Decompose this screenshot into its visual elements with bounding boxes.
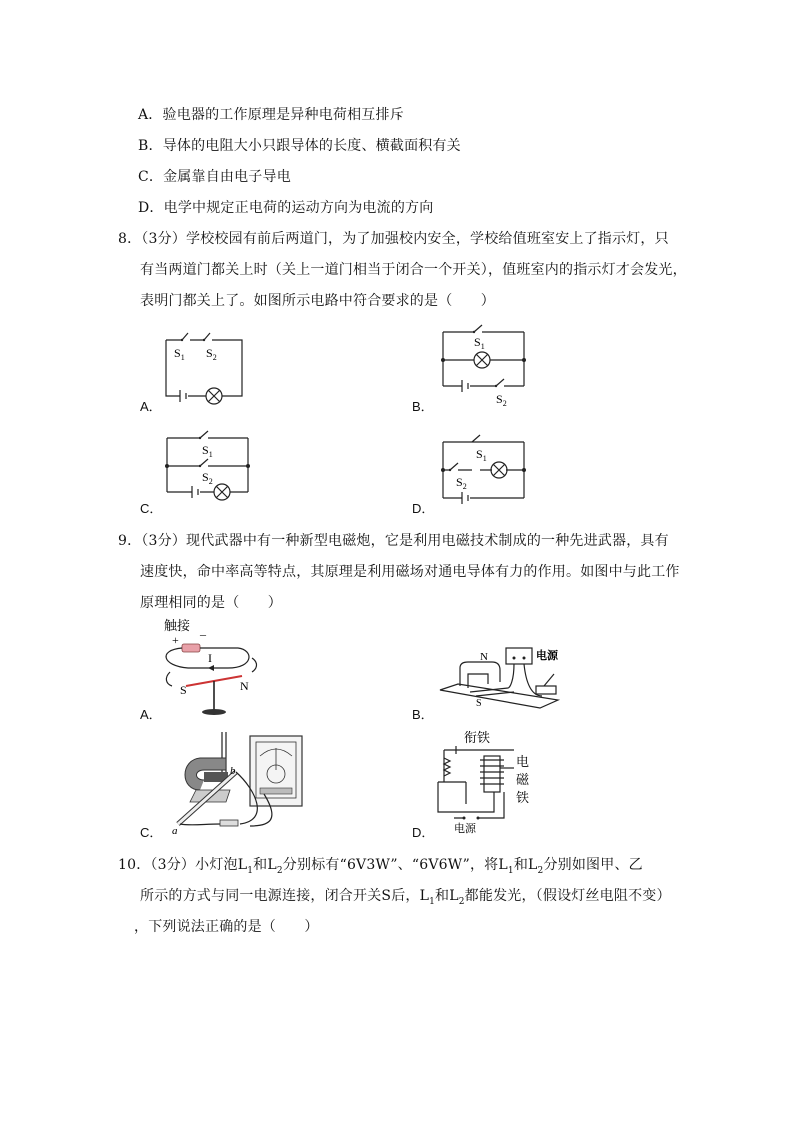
svg-text:S1: $S_1$ — [474, 335, 485, 351]
q9-text-line-2: 速度快，命中率高等特点，其原理是利用磁场对通电导体有力的作用。如图中与此工作 — [140, 564, 680, 580]
q9-label-d: D． — [412, 825, 435, 840]
svg-text:电源: 电源 — [454, 823, 476, 835]
q9-label-c: C． — [140, 825, 163, 840]
svg-text:磁: 磁 — [516, 772, 530, 787]
q8-circuit-d — [440, 430, 530, 510]
svg-text:S2: $S_2$ — [496, 392, 507, 408]
svg-text:电源: 电源 — [536, 650, 558, 662]
q8-text-line-2: 有当两道门都关上时（关上一道门相当于闭合一个开关），值班室内的指示灯才会发光， — [140, 262, 687, 278]
q8-label-a: A． — [140, 399, 162, 414]
q9-text-line-1: 9．（3分）现代武器中有一种新型电磁炮，它是利用电磁技术制成的一种先进武器，具有 — [118, 533, 669, 549]
q8-circuit-c — [164, 430, 254, 510]
q10-text-line-3: ，下列说法正确的是（ ） — [134, 919, 319, 935]
q9-fig-a-oersted — [158, 614, 268, 718]
q7-option-c: C．金属靠自由电子导电 — [138, 169, 291, 185]
svg-text:b: b — [230, 765, 236, 777]
q8-circuit-b — [440, 320, 530, 415]
svg-text:N: N — [240, 679, 249, 693]
svg-text:S1: $S_1$ — [202, 443, 213, 459]
q9-fig-b-motor-principle — [436, 640, 568, 720]
svg-text:S1: $S_1$ — [476, 447, 487, 463]
q9-label-b: B． — [412, 707, 434, 722]
svg-text:I: I — [208, 651, 212, 665]
q7-option-b: B．导体的电阻大小只跟导体的长度、横截面积有关 — [138, 138, 461, 154]
q8-circuit-a — [160, 330, 250, 410]
q8-label-c: C． — [140, 501, 163, 516]
q7-option-a: A．验电器的工作原理是异种电荷相互排斥 — [138, 107, 404, 123]
q9-fig-c-induction — [160, 730, 310, 837]
svg-text:电: 电 — [516, 754, 530, 769]
svg-text:触接: 触接 — [164, 618, 191, 633]
svg-text:N: N — [480, 651, 488, 663]
svg-text:S2: $S_2$ — [206, 346, 217, 362]
svg-text:S1: $S_1$ — [174, 346, 185, 362]
svg-text:S2: $S_2$ — [202, 470, 213, 486]
q7-option-d: D．电学中规定正电荷的运动方向为电流的方向 — [138, 200, 434, 216]
svg-text:S: S — [476, 698, 482, 709]
q9-text-line-3: 原理相同的是（ ） — [140, 595, 282, 611]
svg-text:+: + — [172, 633, 179, 647]
q8-text-line-1: 8．（3分）学校校园有前后两道门，为了加强校内安全，学校给值班室安上了指示灯，只 — [118, 231, 669, 247]
q10-text-line-1: 10．（3分）小灯泡$L_1$和$L_2$分别标有“6V3W”、“6V6W”，将$L_1$和$L_2$分别如图甲、乙 — [118, 857, 643, 876]
svg-text:衔铁: 衔铁 — [464, 730, 491, 745]
svg-text:_: _ — [200, 623, 206, 637]
q8-label-b: B． — [412, 399, 434, 414]
q9-label-a: A． — [140, 707, 162, 722]
svg-text:S: S — [180, 683, 187, 697]
svg-text:a: a — [172, 825, 178, 837]
q8-text-line-3: 表明门都关上了。如图所示电路中符合要求的是（ ） — [140, 293, 495, 309]
svg-text:铁: 铁 — [516, 790, 530, 805]
q9-fig-d-relay — [434, 728, 534, 836]
q10-text-line-2: 所示的方式与同一电源连接，闭合开关S后，$L_1$和$L_2$都能发光，（假设灯丝电阻不变） — [140, 888, 671, 907]
q8-label-d: D． — [412, 501, 435, 516]
svg-text:S2: $S_2$ — [456, 475, 467, 491]
